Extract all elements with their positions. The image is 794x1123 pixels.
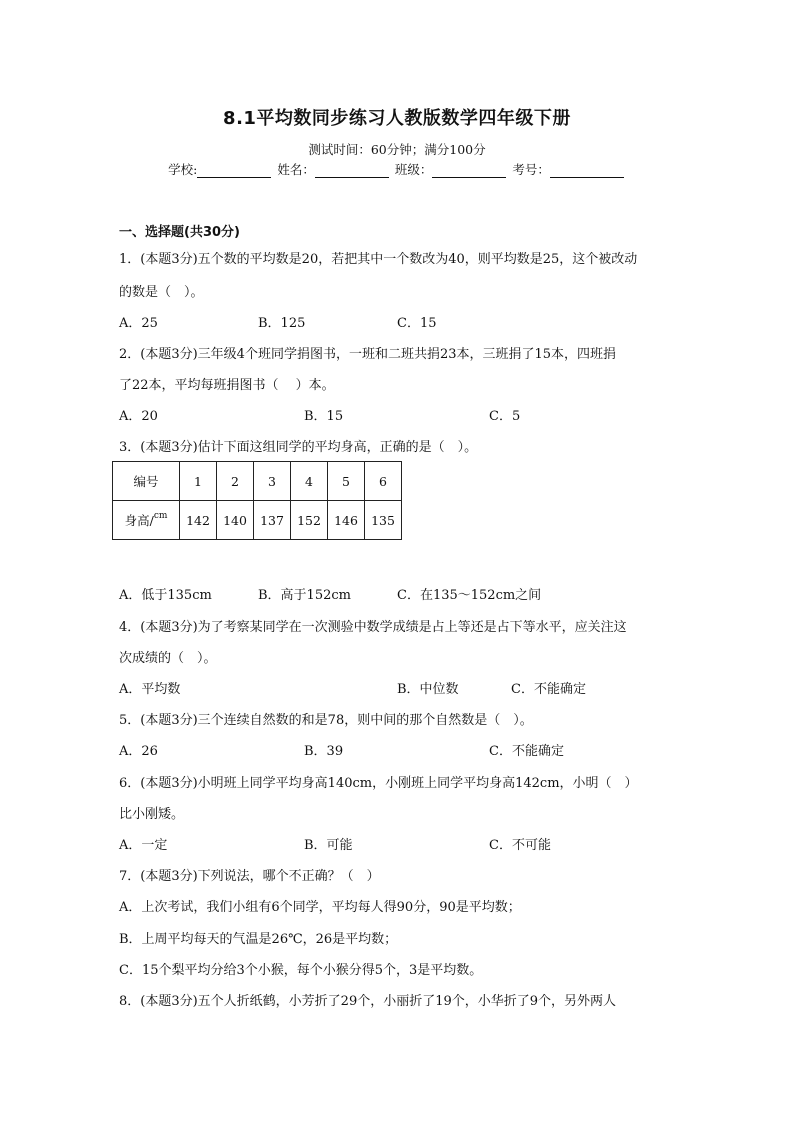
question-5-option-b[interactable]: B．39 [304,744,344,759]
table-cell: 152 [291,501,328,540]
question-4-option-c[interactable]: C．不能确定 [511,682,586,697]
question-4-option-b[interactable]: B．中位数 [397,682,459,697]
question-1-option-b[interactable]: B．125 [258,316,306,331]
number-blank[interactable] [550,164,624,178]
height-unit: cm [153,511,168,521]
page-title: 8.1平均数同步练习人教版数学四年级下册 [223,108,571,129]
table-row [113,462,402,501]
table-cell: 6 [365,462,402,501]
section-heading: 一、选择题(共30分) [119,225,240,240]
question-1-option-c[interactable]: C．15 [397,316,437,331]
question-4-line-2: 次成绩的（ ）。 [119,651,217,666]
height-label: 身高/ [124,513,154,528]
test-info: 测试时间：60分钟；满分100分 [308,142,486,157]
question-2-line-2: 了22本，平均每班捐图书（ ）本。 [119,378,335,393]
question-3-line-1: 3．(本题3分)估计下面这组同学的平均身高，正确的是（ ）。 [119,440,478,455]
question-8-line-1: 8．(本题3分)五个人折纸鹤，小芳折了29个，小丽折了19个，小华折了9个，另外两人 [119,994,617,1009]
name-label: 姓名： [277,162,315,177]
number-label: 考号： [512,162,550,177]
table-header-cell: 编号 [113,462,180,501]
question-1-line-1: 1．(本题3分)五个数的平均数是20，若把其中一个数改为40，则平均数是25，这个被改动 [119,252,638,267]
name-blank[interactable] [315,164,389,178]
question-7-option-b[interactable]: B．上周平均每天的气温是26℃，26是平均数； [119,932,398,947]
class-label: 班级： [394,162,433,177]
table-cell: 1 [180,462,217,501]
question-3-option-b[interactable]: B．高于152cm [258,588,351,603]
table-cell: 146 [328,501,365,540]
question-6-option-c[interactable]: C．不可能 [489,838,551,853]
table-cell: 135 [365,501,402,540]
question-3-option-a[interactable]: A．低于135cm [119,588,212,603]
school-blank[interactable] [197,164,271,178]
question-1-line-2: 的数是（ ）。 [119,285,204,300]
question-5-option-c[interactable]: C．不能确定 [489,744,564,759]
question-2-option-b[interactable]: B．15 [304,409,344,424]
height-table [112,461,402,540]
question-2-option-a[interactable]: A．20 [119,409,158,424]
table-header-cell [113,501,180,540]
student-info-line [0,160,794,178]
table-cell: 2 [217,462,254,501]
question-4-line-1: 4．(本题3分)为了考察某同学在一次测验中数学成绩是占上等还是占下等水平，应关注这 [119,620,627,635]
table-cell: 142 [180,501,217,540]
question-2-line-1: 2．(本题3分)三年级4个班同学捐图书，一班和二班共捐23本，三班捐了15本，四班捐 [119,347,617,362]
table-cell: 4 [291,462,328,501]
question-2-option-c[interactable]: C．5 [489,409,521,424]
question-7-option-c[interactable]: C．15个梨平均分给3个小猴，每个小猴分得5个，3是平均数。 [119,963,483,978]
question-1-option-a[interactable]: A．25 [119,316,158,331]
school-label: 学校: [168,162,198,177]
question-4-option-a[interactable]: A．平均数 [119,682,181,697]
table-cell: 137 [254,501,291,540]
table-cell: 5 [328,462,365,501]
table-cell: 140 [217,501,254,540]
question-6-option-b[interactable]: B．可能 [304,838,353,853]
question-5-option-a[interactable]: A．26 [119,744,158,759]
table-row [113,501,402,540]
class-blank[interactable] [432,164,506,178]
question-3-option-c[interactable]: C．在135～152cm之间 [397,588,542,603]
question-6-line-1: 6．(本题3分)小明班上同学平均身高140cm，小刚班上同学平均身高142cm，小明（ ） [119,776,638,791]
question-7-line-1: 7．(本题3分)下列说法，哪个不正确？（ ） [119,869,380,884]
question-6-option-a[interactable]: A．一定 [119,838,168,853]
question-5-line-1: 5．(本题3分)三个连续自然数的和是78，则中间的那个自然数是（ ）。 [119,713,533,728]
question-7-option-a[interactable]: A．上次考试，我们小组有6个同学，平均每人得90分，90是平均数； [119,900,521,915]
question-6-line-2: 比小刚矮。 [119,807,185,822]
table-cell: 3 [254,462,291,501]
